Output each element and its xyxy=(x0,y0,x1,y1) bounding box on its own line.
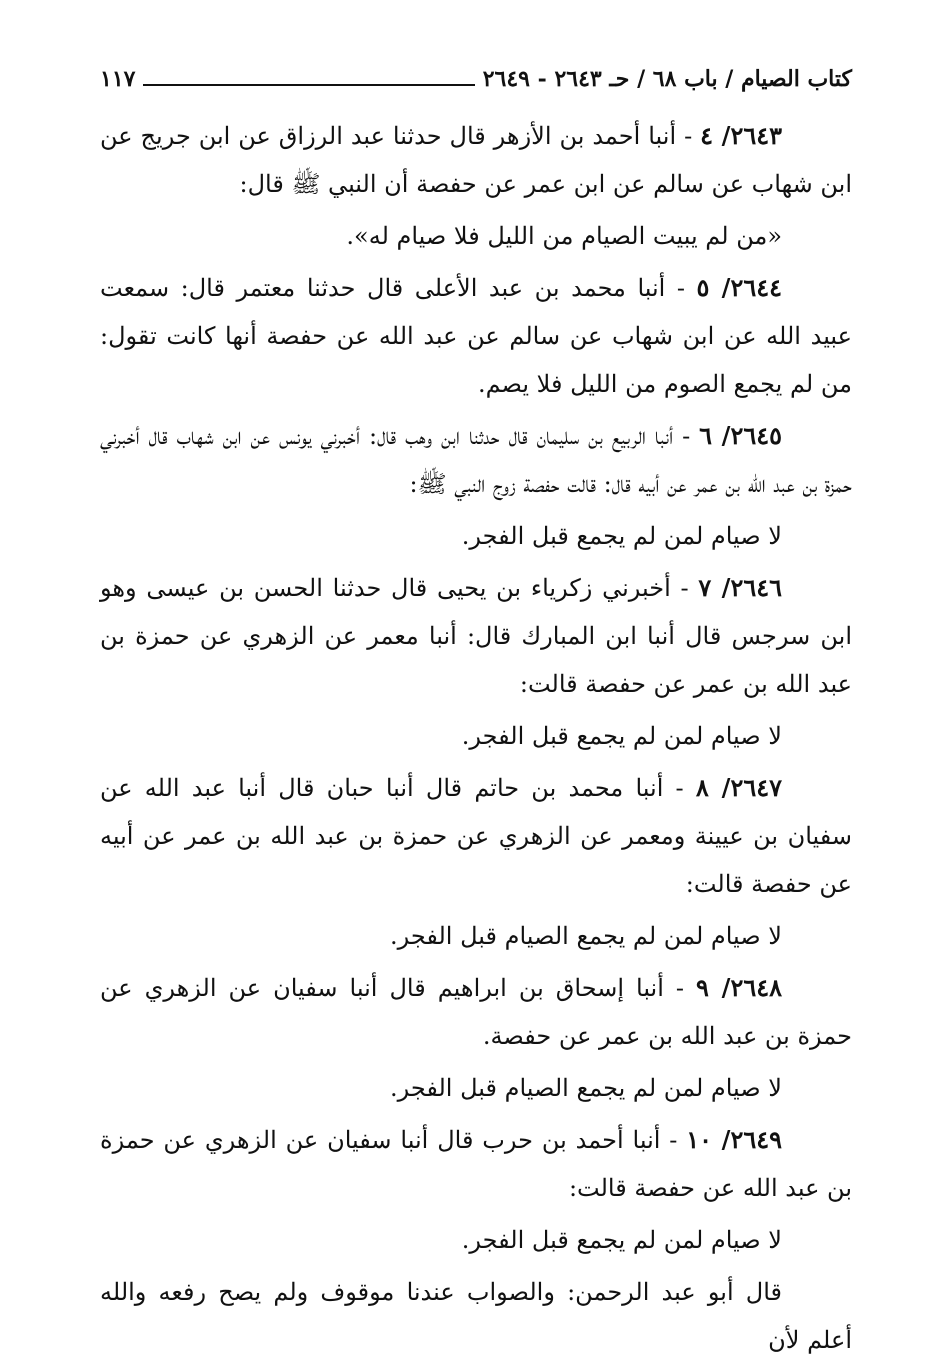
header-rule xyxy=(143,84,474,86)
hadith-text: - أنبا أحمد بن حرب قال أنبا سفيان عن الزهري عن حمزة بن عبد الله عن حفصة قالت: xyxy=(100,1126,852,1202)
hadith-number: ٢٦٤٦/ ٧ xyxy=(698,573,783,602)
hadith-text: - أنبا الربيع بن سليمان قال حدثنا ابن وهب قال: أخبرني يونس عن ابن شهاب قال أخبرني حمزة بن عبد الله بن عمر عن أبيه قال: قالت حفصة زوج النبي ﷺ: xyxy=(100,422,852,498)
hadith-quote: لا صيام لمن لم يجمع الصيام قبل الفجر. xyxy=(389,922,782,950)
hadith-number: ٢٦٤٧/ ٨ xyxy=(695,773,782,802)
hadith-quote: لا صيام لمن لم يجمع قبل الفجر. xyxy=(461,1226,782,1254)
hadith-entry xyxy=(100,964,852,1060)
hadith-entry xyxy=(100,764,852,908)
hadith-text: - أخبرني زكرياء بن يحيى قال حدثنا الحسن بن عيسى وهو ابن سرجس قال أنبا ابن المبارك قال: أنبا معمر عن الزهري عن حمزة بن عبد الله بن عمر عن حفصة قالت: xyxy=(100,574,852,698)
hadith-quote: لا صيام لمن لم يجمع قبل الفجر. xyxy=(461,722,782,750)
hadith-text: - أنبا محمد بن عبد الأعلى قال حدثنا معتمر قال: سمعت عبيد الله عن ابن شهاب عن سالم عن عبد الله عن حفصة أنها كانت تقول: من لم يجمع الصوم من الليل فلا يصم. xyxy=(100,274,852,398)
hadith-number: ٢٦٤٨/ ٩ xyxy=(696,973,783,1002)
hadith-text: - أنبا إسحاق بن ابراهيم قال أنبا سفيان عن الزهري عن حمزة بن عبد الله بن عمر عن حفصة. xyxy=(100,974,852,1050)
hadith-text: - أنبا أحمد بن الأزهر قال حدثنا عبد الرزاق عن ابن جريج عن ابن شهاب عن سالم عن ابن عمر عن حفصة أن النبي ﷺ قال: xyxy=(100,122,852,198)
hadith-entry xyxy=(100,1116,852,1212)
hadith-quote: «من لم يبيت الصيام من الليل فلا صيام له». xyxy=(346,222,782,250)
hadith-entry xyxy=(100,112,852,208)
running-title: كتاب الصيام / باب ٦٨ / حـ ٢٦٤٣ - ٢٦٤٩ xyxy=(482,66,852,92)
hadith-number: ٢٦٤٣/ ٤ xyxy=(700,121,783,150)
hadith-quote: لا صيام لمن لم يجمع قبل الفجر. xyxy=(461,522,782,550)
hadith-text: - أنبا محمد بن حاتم قال أنبا حبان قال أنبا عبد الله عن سفيان بن عيينة ومعمر عن الزهري عن حمزة بن عبد الله بن عمر عن أبيه عن حفصة قالت: xyxy=(100,774,852,898)
hadith-entry xyxy=(100,264,852,408)
hadith-entry xyxy=(100,412,852,508)
page-header xyxy=(100,62,852,96)
hadith-number: ٢٦٤٤/ ٥ xyxy=(696,273,783,302)
hadith-quote: لا صيام لمن لم يجمع الصيام قبل الفجر. xyxy=(389,1074,782,1102)
closing-note: قال أبو عبد الرحمن: والصواب عندنا موقوف ولم يصح رفعه والله أعلم لأن xyxy=(100,1278,852,1354)
hadith-number: ٢٦٤٥/ ٦ xyxy=(699,421,782,450)
hadith-entry xyxy=(100,564,852,708)
hadith-number: ٢٦٤٩/ ١٠ xyxy=(686,1125,782,1154)
page-body xyxy=(100,112,852,1364)
page-number: ١١٧ xyxy=(100,66,136,92)
